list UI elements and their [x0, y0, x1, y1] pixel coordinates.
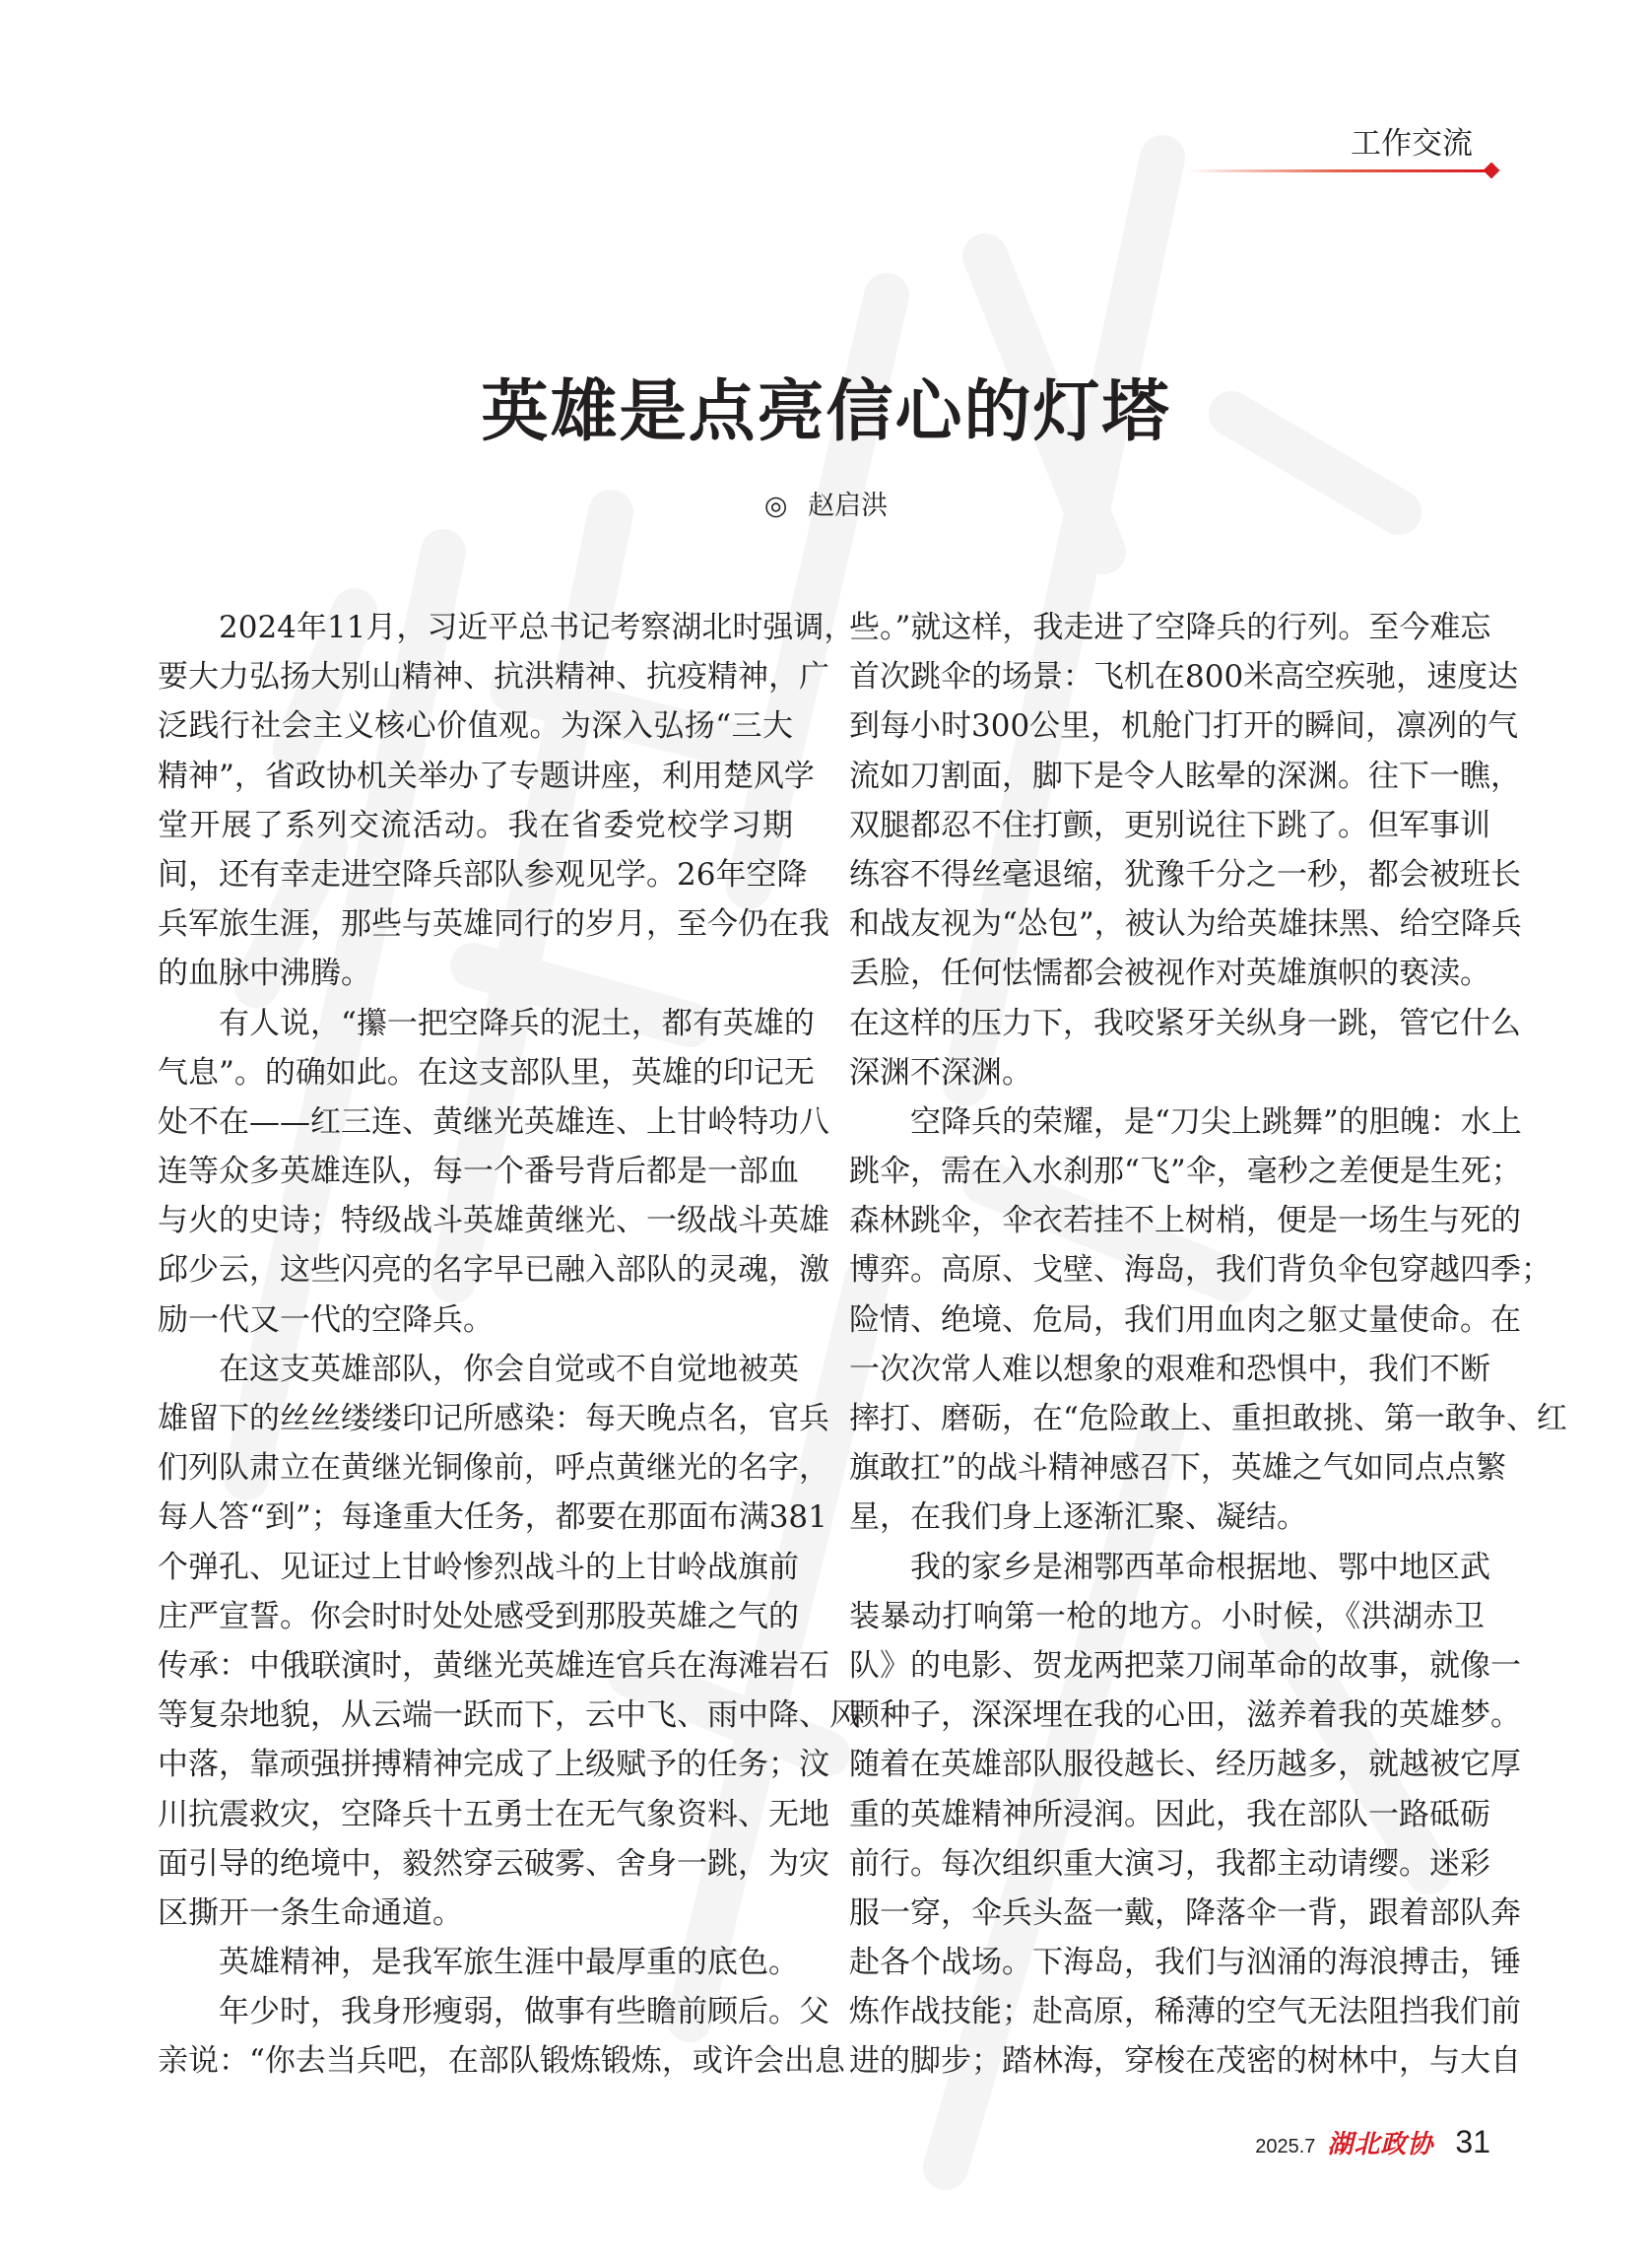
- text-line: 前行。每次组织重大演习，我都主动请缨。迷彩: [849, 1845, 1490, 1882]
- diamond-icon: [1484, 163, 1500, 179]
- text-line: 堂开展了系列交流活动。我在省委党校学习期: [158, 807, 793, 843]
- text-line: 英雄精神，是我军旅生涯中最厚重的底色。: [219, 1945, 799, 1981]
- text-line: 跳伞，需在入水刹那“飞”伞，毫秒之差便是生死；: [849, 1154, 1522, 1190]
- text-line: 泛践行社会主义核心价值观。为深入弘扬“三大: [158, 708, 793, 745]
- text-line: 们列队肃立在黄继光铜像前，呼点黄继光的名字，: [158, 1450, 829, 1487]
- text-line: 星，在我们身上逐渐汇聚、凝结。: [849, 1499, 1307, 1536]
- text-line: 颗种子，深深埋在我的心田，滋养着我的英雄梦。: [849, 1697, 1521, 1734]
- text-line: 在这支英雄部队，你会自觉或不自觉地被英: [219, 1351, 799, 1387]
- text-line: 随着在英雄部队服役越长、经历越多，就越被它厚: [849, 1747, 1521, 1783]
- column-left: [158, 603, 860, 2087]
- section-label: 工作交流: [1351, 126, 1473, 162]
- text-line: 川抗震救灾，空降兵十五勇士在无气象资料、无地: [158, 1796, 829, 1832]
- text-line: 进的脚步；踏林海，穿梭在茂密的树林中，与大自: [849, 2043, 1521, 2080]
- text-line: 年少时，我身形瘦弱，做事有些瞻前顾后。父: [219, 1994, 829, 2030]
- column-right: [849, 603, 1567, 2087]
- text-line: 装暴动打响第一枪的地方。小时候，《洪湖赤卫: [849, 1598, 1485, 1634]
- paragraph: [158, 1987, 845, 2086]
- text-line: 旗敢扛”的战斗精神感召下，英雄之气如同点点繁: [849, 1450, 1506, 1487]
- paragraph: [849, 603, 1522, 1097]
- text-line: 精神”，省政协机关举办了专题讲座，利用楚风学: [158, 758, 815, 794]
- paragraph: [158, 1345, 860, 1938]
- text-line: 到每小时300公里，机舱门打开的瞬间，凛冽的气: [849, 708, 1519, 745]
- text-line: 摔打、磨砺，在“危险敢上、重担敢挑、第一敢争、红: [849, 1401, 1567, 1436]
- text-line: 流如刀割面，脚下是令人眩晕的深渊。往下一瞧，: [849, 758, 1521, 794]
- text-line: 丢脸，任何怯懦都会被视作对英雄旗帜的亵渎。: [849, 956, 1490, 992]
- text-line: 有人说，“攥一把空降兵的泥土，都有英雄的: [219, 1005, 815, 1041]
- text-line: 邱少云，这些闪亮的名字早已融入部队的灵魂，激: [158, 1252, 829, 1289]
- text-line: 炼作战技能；赴高原，稀薄的空气无法阻挡我们前: [849, 1994, 1521, 2030]
- text-line: 一次次常人难以想象的艰难和恐惧中，我们不断: [849, 1351, 1490, 1387]
- text-line: 双腿都忍不住打颤，更别说往下跳了。但军事训: [849, 807, 1490, 843]
- text-line: 区撕开一条生命通道。: [158, 1894, 463, 1931]
- text-line: 博弈。高原、戈壁、海岛，我们背负伞包穿越四季；: [849, 1252, 1552, 1289]
- page-number: 31: [1455, 2124, 1490, 2159]
- magazine-logo: 湖北政协: [1327, 2130, 1434, 2159]
- text-line: 我的家乡是湘鄂西革命根据地、鄂中地区武: [910, 1549, 1490, 1585]
- text-line: 的血脉中沸腾。: [158, 956, 371, 992]
- text-line: 要大力弘扬大别山精神、抗洪精神、抗疫精神，广: [158, 659, 829, 696]
- text-line: 个弹孔、见证过上甘岭惨烈战斗的上甘岭战旗前: [158, 1549, 799, 1585]
- text-line: 和战友视为“怂包”，被认为给英雄抹黑、给空降兵: [849, 906, 1522, 943]
- article-title: 英雄是点亮信心的灯塔: [481, 372, 1171, 451]
- paragraph: [158, 999, 829, 1345]
- section-rule: [1187, 169, 1487, 172]
- text-line: 队》的电影、贺龙两把菜刀闹革命的故事，就像一: [849, 1647, 1521, 1684]
- paragraph: [158, 603, 855, 999]
- text-line: 赴各个战场。下海岛，我们与汹涌的海浪搏击，锤: [849, 1945, 1521, 1981]
- text-line: 在这样的压力下，我咬紧牙关纵身一跳，管它什么: [849, 1005, 1521, 1041]
- text-line: 亲说：“你去当兵吧，在部队锻炼锻炼，或许会出息: [158, 2043, 845, 2080]
- text-line: 传承：中俄联演时，黄继光英雄连官兵在海滩岩石: [158, 1647, 829, 1684]
- text-line: 与火的史诗；特级战斗英雄黄继光、一级战斗英雄: [158, 1203, 829, 1239]
- text-line: 处不在——红三连、黄继光英雄连、上甘岭特功八: [158, 1103, 829, 1140]
- text-line: 空降兵的荣耀，是“刀尖上跳舞”的胆魄：水上: [910, 1103, 1522, 1140]
- text-line: 等复杂地貌，从云端一跃而下，云中飞、雨中降、风: [158, 1697, 860, 1734]
- text-line: 森林跳伞，伞衣若挂不上树梢，便是一场生与死的: [849, 1203, 1521, 1239]
- text-line: 间，还有幸走进空降兵部队参观见学。26年空降: [158, 856, 808, 893]
- text-line: 首次跳伞的场景：飞机在800米高空疾驰，速度达: [849, 659, 1519, 696]
- text-line: 服一穿，伞兵头盔一戴，降落伞一背，跟着部队奔: [849, 1894, 1521, 1931]
- text-line: 每人答“到”；每逢重大任务，都要在那面布满381: [158, 1499, 827, 1536]
- text-line: 些。”就这样，我走进了空降兵的行列。至今难忘: [849, 610, 1491, 645]
- author-name: 赵启洪: [808, 491, 889, 521]
- text-line: 重的英雄精神所浸润。因此，我在部队一路砥砺: [849, 1796, 1490, 1832]
- paragraph: [849, 1543, 1521, 2087]
- text-line: 雄留下的丝丝缕缕印记所感染：每天晚点名，官兵: [158, 1401, 829, 1436]
- text-line: 连等众多英雄连队，每一个番号背后都是一部血: [158, 1154, 799, 1190]
- text-line: 深渊不深渊。: [849, 1054, 1032, 1091]
- paragraph: [849, 1097, 1567, 1543]
- text-line: 练容不得丝毫退缩，犹豫千分之一秒，都会被班长: [849, 856, 1521, 893]
- page-footer: [1255, 2124, 1490, 2160]
- byline: [0, 490, 1652, 523]
- text-line: 2024年11月，习近平总书记考察湖北时强调，: [219, 610, 855, 645]
- issue-date: 2025.7: [1255, 2136, 1316, 2157]
- text-line: 险情、绝境、危局，我们用血肉之躯丈量使命。在: [849, 1301, 1521, 1338]
- paragraph: [158, 1938, 799, 1987]
- text-line: 励一代又一代的空降兵。: [158, 1301, 494, 1338]
- text-line: 庄严宣誓。你会时时处处感受到那股英雄之气的: [158, 1598, 799, 1634]
- text-line: 兵军旅生涯，那些与英雄同行的岁月，至今仍在我: [158, 906, 829, 943]
- text-line: 气息”。的确如此。在这支部队里，英雄的印记无: [158, 1054, 815, 1091]
- byline-mark-icon: ◎: [763, 491, 788, 521]
- text-line: 面引导的绝境中，毅然穿云破雾、舍身一跳，为灾: [158, 1845, 829, 1882]
- text-line: 中落，靠顽强拼搏精神完成了上级赋予的任务；汶: [158, 1747, 829, 1783]
